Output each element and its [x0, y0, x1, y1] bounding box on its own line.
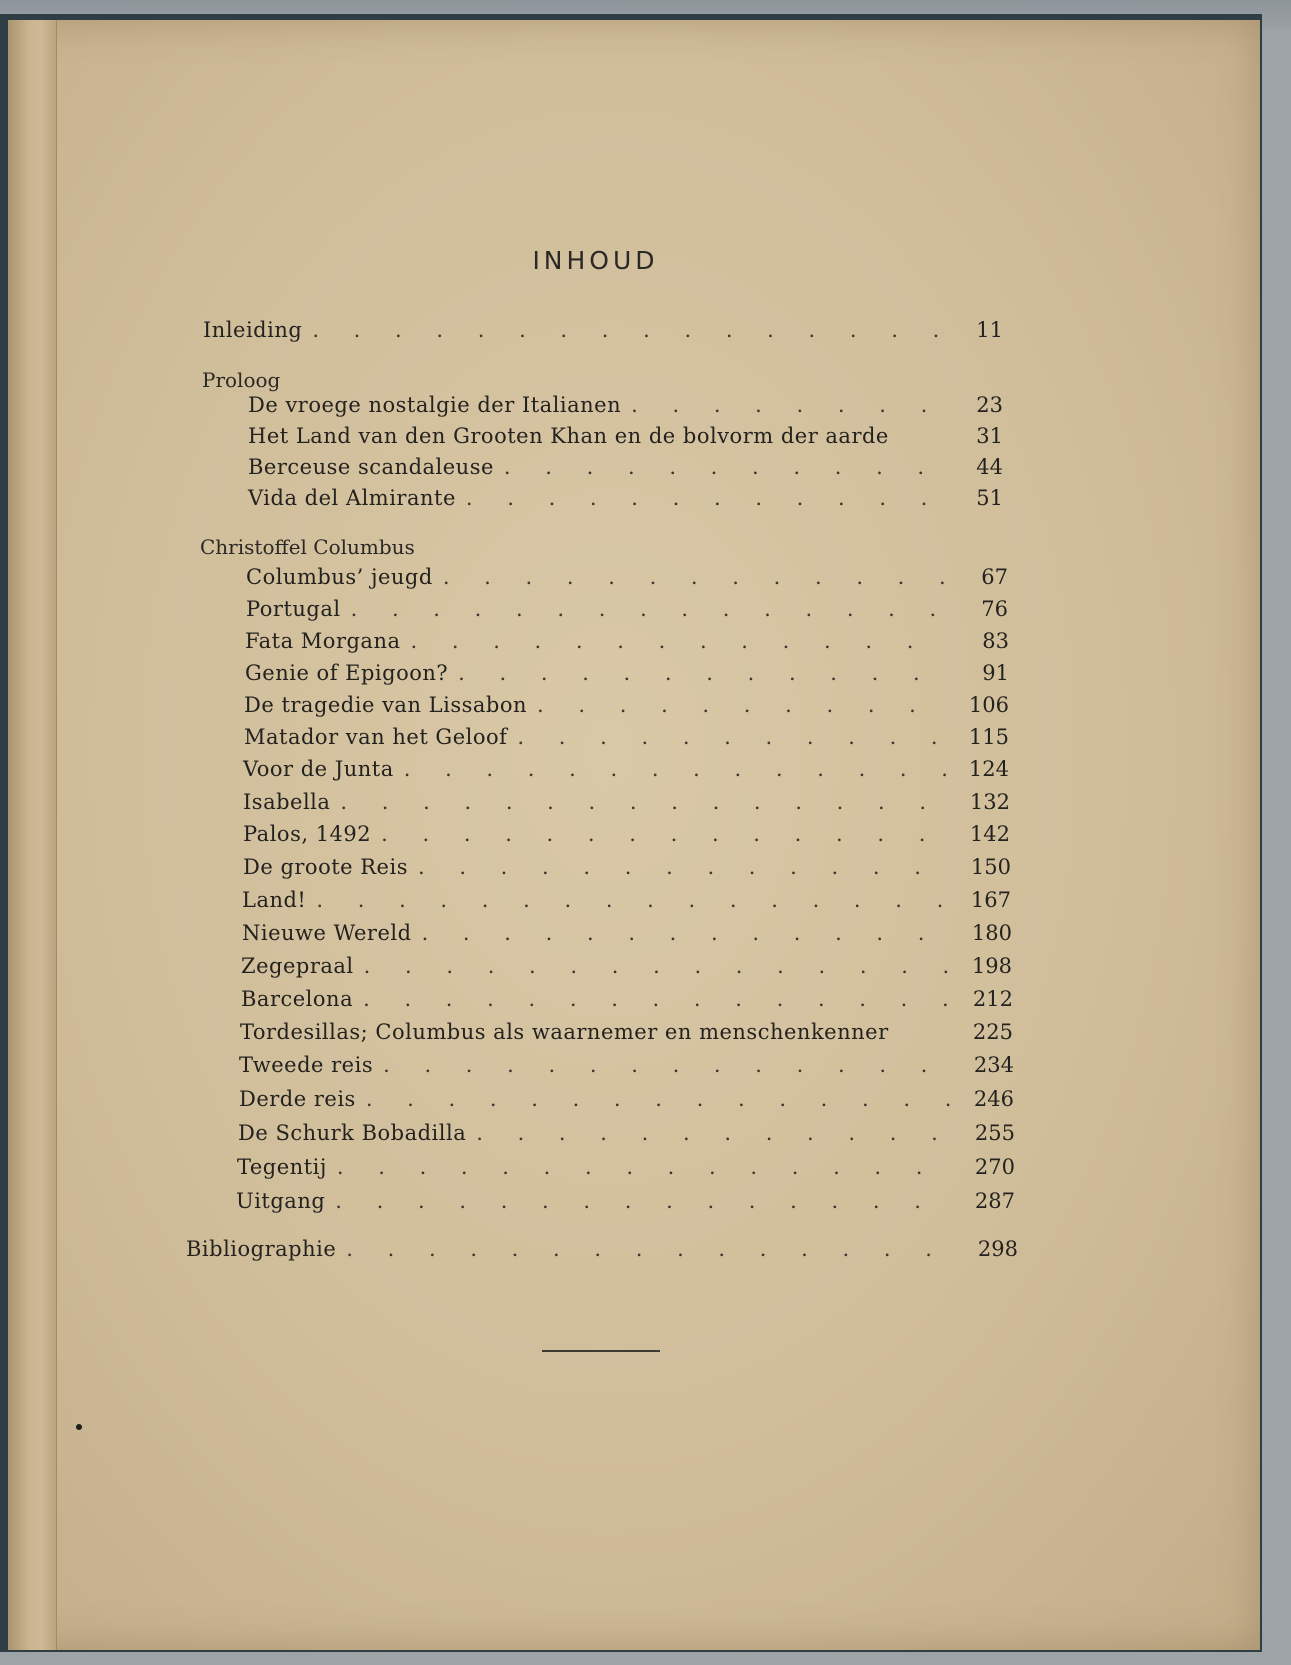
toc-entry-label: Barcelona	[241, 987, 354, 1011]
toc-entry	[238, 1121, 1015, 1149]
toc-entry-label: De vroege nostalgie der Italianen	[248, 393, 622, 417]
dot-leader	[312, 318, 941, 342]
toc-entry	[241, 954, 1012, 982]
toc-entry-label: Derde reis	[239, 1087, 356, 1111]
toc-entry-page: 132	[969, 790, 1010, 814]
dot-leader	[458, 661, 947, 685]
toc-entry	[242, 888, 1011, 916]
toc-entry-label: Columbus’ jeugd	[246, 565, 433, 589]
dot-leader	[337, 1155, 953, 1179]
dot-leader	[631, 393, 941, 417]
toc-entry-page: 298	[977, 1237, 1018, 1261]
toc-entry-label: Tweede reis	[239, 1053, 374, 1077]
dot-leader	[363, 987, 951, 1011]
toc-entry-label: Land!	[242, 888, 307, 912]
toc-entry-label: Genie of Epigoon?	[245, 661, 449, 685]
dot-leader	[443, 565, 946, 589]
dot-leader	[335, 1189, 953, 1213]
toc-entry-label: Uitgang	[236, 1189, 326, 1213]
toc-entry	[239, 1053, 1014, 1081]
toc-entry	[243, 822, 1010, 850]
page-title: INHOUD	[532, 246, 659, 275]
toc-entry	[239, 1087, 1014, 1115]
toc-entry-page: 115	[968, 725, 1009, 749]
dot-leader	[422, 921, 950, 945]
toc-entry	[237, 1155, 1015, 1183]
toc-entry	[248, 424, 1003, 452]
toc-entry-label: Matador van het Geloof	[244, 725, 508, 749]
dot-leader	[476, 1121, 953, 1145]
toc-entry-page: 225	[972, 1020, 1013, 1044]
toc-entry	[245, 661, 1009, 689]
toc-entry-page: 51	[976, 486, 1003, 510]
toc-entry-page: 76	[981, 597, 1008, 621]
dot-leader	[346, 1237, 956, 1261]
closing-rule	[542, 1350, 660, 1352]
toc-entry	[246, 597, 1008, 625]
section-heading-christoffel-columbus: Christoffel Columbus	[200, 535, 415, 559]
toc-entry	[244, 725, 1009, 753]
toc-entry-label: De groote Reis	[243, 855, 408, 879]
toc-entry-label: Voor de Junta	[243, 757, 394, 781]
toc-entry	[248, 486, 1003, 514]
toc-entry	[245, 629, 1009, 657]
toc-entry-label: Het Land van den Grooten Khan en de bolvorm der aarde	[248, 424, 889, 448]
toc-entry-page: 124	[968, 757, 1009, 781]
toc-entry-label: De tragedie van Lissabon	[244, 693, 528, 717]
toc-entry	[248, 393, 1003, 421]
dot-leader	[364, 954, 950, 978]
toc-entry-label: Portugal	[246, 597, 341, 621]
toc-entry-page: 142	[969, 822, 1010, 846]
toc-entry	[241, 987, 1013, 1015]
dot-leader	[418, 855, 949, 879]
toc-entry-page: 198	[971, 954, 1012, 978]
toc-entry-label: Zegepraal	[241, 954, 354, 978]
dot-leader	[504, 455, 941, 479]
toc-entry	[243, 855, 1011, 883]
toc-entry	[242, 921, 1012, 949]
toc-entry-label: Fata Morgana	[245, 629, 401, 653]
dot-leader	[340, 790, 948, 814]
toc-entry-page: 31	[976, 424, 1003, 448]
dot-leader	[381, 822, 948, 846]
toc-entry-label: Vida del Almirante	[248, 486, 456, 510]
toc-entry-inleiding	[203, 318, 1003, 346]
toc-entry-label: Berceuse scandaleuse	[248, 455, 494, 479]
toc-entry-page: 67	[981, 565, 1008, 589]
dot-leader	[404, 757, 947, 781]
toc-entry	[236, 1189, 1015, 1217]
toc-entry-label: Isabella	[243, 790, 331, 814]
toc-entry-label: Inleiding	[203, 318, 303, 342]
toc-entry	[244, 693, 1009, 721]
section-heading-proloog: Proloog	[202, 368, 281, 392]
toc-entry-label: Nieuwe Wereld	[242, 921, 412, 945]
dot-leader	[466, 486, 941, 510]
dot-leader	[517, 725, 947, 749]
toc-entry	[248, 455, 1003, 483]
toc-entry-page: 255	[974, 1121, 1015, 1145]
toc-entry	[243, 757, 1009, 785]
toc-entry-page: 270	[974, 1155, 1015, 1179]
toc-entry	[240, 1020, 1013, 1048]
toc-entry-page: 212	[972, 987, 1013, 1011]
toc-entry-page: 83	[982, 629, 1009, 653]
toc-entry-label: Bibliographie	[186, 1237, 337, 1261]
toc-entry-page: 287	[974, 1189, 1015, 1213]
toc-entry-page: 11	[976, 318, 1003, 342]
toc-entry-label: Tegentij	[237, 1155, 327, 1179]
dot-leader	[537, 693, 947, 717]
dot-leader	[316, 888, 949, 912]
toc-entry-page: 23	[976, 393, 1003, 417]
toc-entry-page: 150	[970, 855, 1011, 879]
toc-entry-bibliographie	[186, 1237, 1018, 1265]
toc-entry-label: Tordesillas; Columbus als waarnemer en menschenkenner	[240, 1020, 889, 1044]
toc-entry-label: De Schurk Bobadilla	[238, 1121, 467, 1145]
dot-leader	[411, 629, 948, 653]
dot-leader	[366, 1087, 952, 1111]
dot-leader	[351, 597, 946, 621]
toc-entry-page: 180	[971, 921, 1012, 945]
toc-entry	[243, 790, 1010, 818]
toc-entry	[246, 565, 1008, 593]
toc-entry-page: 167	[970, 888, 1011, 912]
ink-speck	[76, 1424, 82, 1430]
toc-entry-page: 234	[973, 1053, 1014, 1077]
toc-entry-page: 246	[973, 1087, 1014, 1111]
toc-entry-page: 44	[976, 455, 1003, 479]
toc-entry-page: 106	[968, 693, 1009, 717]
dot-leader	[383, 1053, 952, 1077]
toc-entry-label: Palos, 1492	[243, 822, 372, 846]
toc-entry-page: 91	[982, 661, 1009, 685]
